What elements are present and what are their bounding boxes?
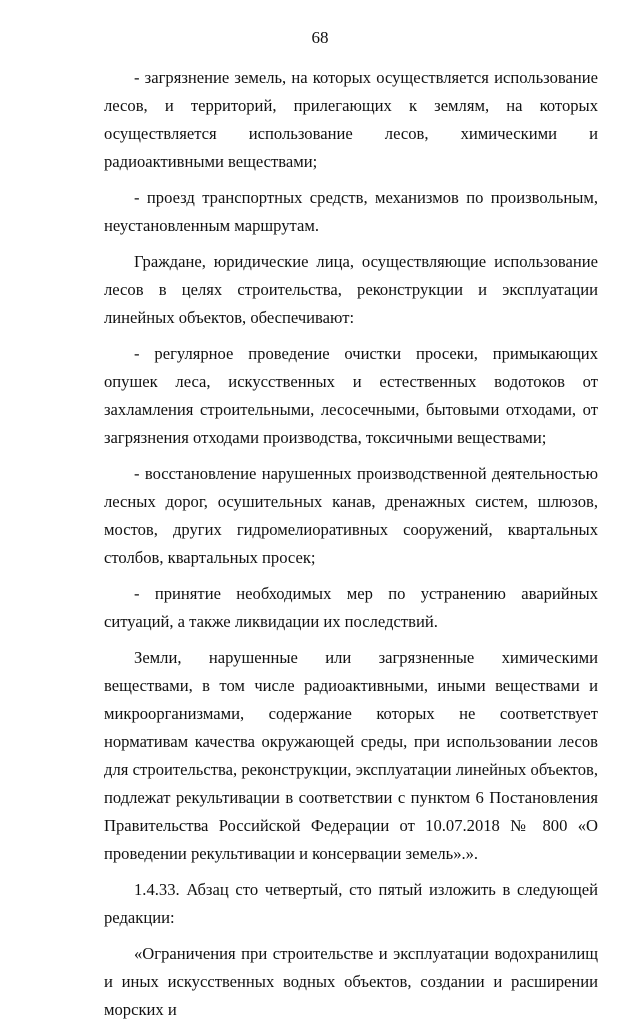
paragraph-1: - загрязнение земель, на которых осуществляется использование лесов, и территорий, прилегающих к землям, на которых осуществляется использование лесов, химическими и радиоактивными веществами; bbox=[104, 68, 598, 171]
paragraph-9: «Ограничения при строительстве и эксплуатации водохранилищ и иных искусственных водных объектов, создании и расширении морских и bbox=[104, 944, 598, 1019]
document-body bbox=[104, 64, 598, 1032]
paragraph-7: Земли, нарушенные или загрязненные химическими веществами, в том числе радиоактивными, иными веществами и микроорганизмами, содержание которых не соответствует нормативам качества окружающей среды, при использовании лесов для строительства, реконструкции, эксплуатации линейных объектов, подлежат рекультивации в соответствии с пунктом 6 Постановления Правительства Российской Федерации от 10.07.2018 № 800 «О проведении рекультивации и консервации земель».». bbox=[104, 648, 598, 863]
paragraph-5: - восстановление нарушенных производственной деятельностью лесных дорог, осушительных канав, дренажных систем, шлюзов, мостов, других гидромелиоративных сооружений, квартальных столбов, квартальных просек; bbox=[104, 464, 598, 567]
paragraph-2: - проезд транспортных средств, механизмов по произвольным, неустановленным маршрутам. bbox=[104, 188, 598, 235]
paragraph-8: 1.4.33. Абзац сто четвертый, сто пятый изложить в следующей редакции: bbox=[104, 880, 598, 927]
paragraph-4: - регулярное проведение очистки просеки, примыкающих опушек леса, искусственных и естественных водотоков от захламления строительными, лесосечными, бытовыми отходами, от загрязнения отходами производства, токсичными веществами; bbox=[104, 344, 598, 447]
paragraph-6: - принятие необходимых мер по устранению аварийных ситуаций, а также ликвидации их последствий. bbox=[104, 584, 598, 631]
paragraph-3: Граждане, юридические лица, осуществляющие использование лесов в целях строительства, реконструкции и эксплуатации линейных объектов, обеспечивают: bbox=[104, 252, 598, 327]
page-number: 68 bbox=[311, 28, 329, 47]
